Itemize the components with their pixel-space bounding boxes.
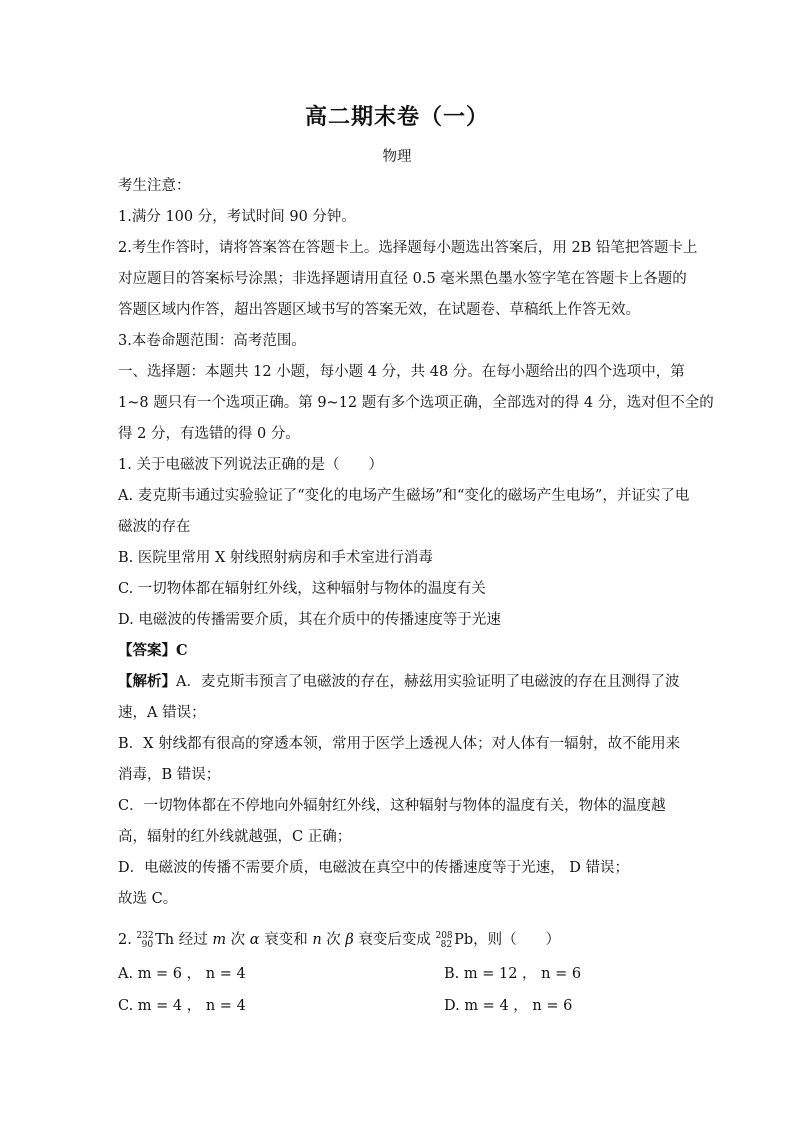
question-1-analysis-b-line-2: 消毒，B 错误； — [118, 767, 221, 783]
alpha-symbol: α — [249, 932, 260, 948]
question-1-stem: 1. 关于电磁波下列说法正确的是（ ） — [118, 457, 383, 473]
question-1-analysis-c-line-1: C．一切物体都在不停地向外辐射红外线，这种辐射与物体的温度有关，物体的温度越 — [118, 798, 666, 814]
notes-heading: 考生注意： — [118, 178, 191, 194]
notes-item-2-line-2: 对应题目的答案标号涂黑；非选择题请用直径 0.5 毫米黑色墨水签字笔在答题卡上各题的 — [118, 271, 687, 287]
question-1-answer: 【答案】C — [118, 642, 188, 659]
thorium-symbol: Th — [155, 932, 175, 948]
question-1-option-a-line-2: 磁波的存在 — [118, 519, 191, 535]
beta-symbol: β — [345, 932, 354, 948]
section-1-instruction-line-2: 1~8 题只有一个选项正确。第 9~12 题有多个选项正确，全部选对的得 4 分，选对但不全的 — [118, 395, 714, 411]
notes-item-2-line-1: 2.考生作答时，请将答案答在答题卡上。选择题每小题选出答案后，用 2B 铅笔把答题卡上 — [118, 240, 698, 256]
question-1-option-c: C. 一切物体都在辐射红外线，这种辐射与物体的温度有关 — [118, 581, 486, 597]
question-2-text-2: 次 — [226, 932, 250, 948]
thorium-mass-number: 232 — [136, 931, 154, 941]
question-1-analysis-a-line-2: 速，A 错误； — [118, 705, 206, 721]
question-1-option-a-line-1: A. 麦克斯韦通过实验验证了“变化的电场产生磁场”和“变化的磁场产生电场”，并证实了电 — [118, 488, 690, 504]
question-1-analysis-a-line-1 — [118, 672, 678, 692]
question-2-text-3: 衰变和 — [259, 932, 313, 948]
analysis-a-text: A．麦克斯韦预言了电磁波的存在，赫兹用实验证明了电磁波的存在且测得了波 — [176, 674, 680, 690]
question-2-text-6: ，则（ ） — [473, 932, 561, 948]
question-2-text-1: 经过 — [174, 932, 213, 948]
subject-label: 物理 — [382, 149, 412, 165]
section-1-instruction-line-1: 一、选择题：本题共 12 小题，每小题 4 分，共 48 分。在每小题给出的四个选项中，第 — [118, 364, 685, 380]
question-2-stem — [118, 930, 678, 952]
question-2-text-5: 衰变后变成 — [353, 932, 436, 948]
section-1-instruction-line-3: 得 2 分，有选错的得 0 分。 — [118, 426, 300, 442]
question-2-option-c: C. m = 4 ， n = 4 — [118, 998, 246, 1014]
variable-n: n — [312, 932, 322, 948]
lead-mass-number: 208 — [435, 931, 453, 941]
page-title: 高二期末卷（一） — [304, 104, 489, 130]
question-2-text-4: 次 — [321, 932, 346, 948]
question-1-analysis-d: D．电磁波的传播不需要介质，电磁波在真空中的传播速度等于光速， D 错误； — [118, 860, 629, 876]
question-2-number: 2. — [118, 932, 132, 948]
analysis-label: 【解析】 — [118, 673, 176, 690]
lead-atomic-number: 82 — [440, 940, 453, 950]
variable-m: m — [212, 932, 227, 948]
question-1-option-d: D. 电磁波的传播需要介质，其在介质中的传播速度等于光速 — [118, 612, 501, 628]
question-1-option-b: B. 医院里常用 X 射线照射病房和手术室进行消毒 — [118, 550, 433, 566]
question-1-analysis-c-line-2: 高，辐射的红外线就越强，C 正确； — [118, 829, 352, 845]
notes-item-3: 3.本卷命题范围：高考范围。 — [118, 333, 306, 349]
lead-symbol: Pb — [454, 932, 474, 948]
question-1-conclusion: 故选 C。 — [118, 891, 178, 907]
question-2-option-d: D. m = 4 ， n = 6 — [444, 998, 573, 1014]
question-2-option-b: B. m = 12 ， n = 6 — [444, 966, 582, 982]
thorium-atomic-number: 90 — [141, 940, 154, 950]
question-2-option-a: A. m = 6 ， n = 4 — [118, 966, 246, 982]
notes-item-1: 1.满分 100 分，考试时间 90 分钟。 — [118, 209, 356, 225]
notes-item-2-line-3: 答题区域内作答，超出答题区域书写的答案无效，在试题卷、草稿纸上作答无效。 — [118, 302, 640, 318]
question-1-analysis-b-line-1: B．X 射线都有很高的穿透本领，常用于医学上透视人体；对人体有一辐射，故不能用来 — [118, 736, 681, 752]
